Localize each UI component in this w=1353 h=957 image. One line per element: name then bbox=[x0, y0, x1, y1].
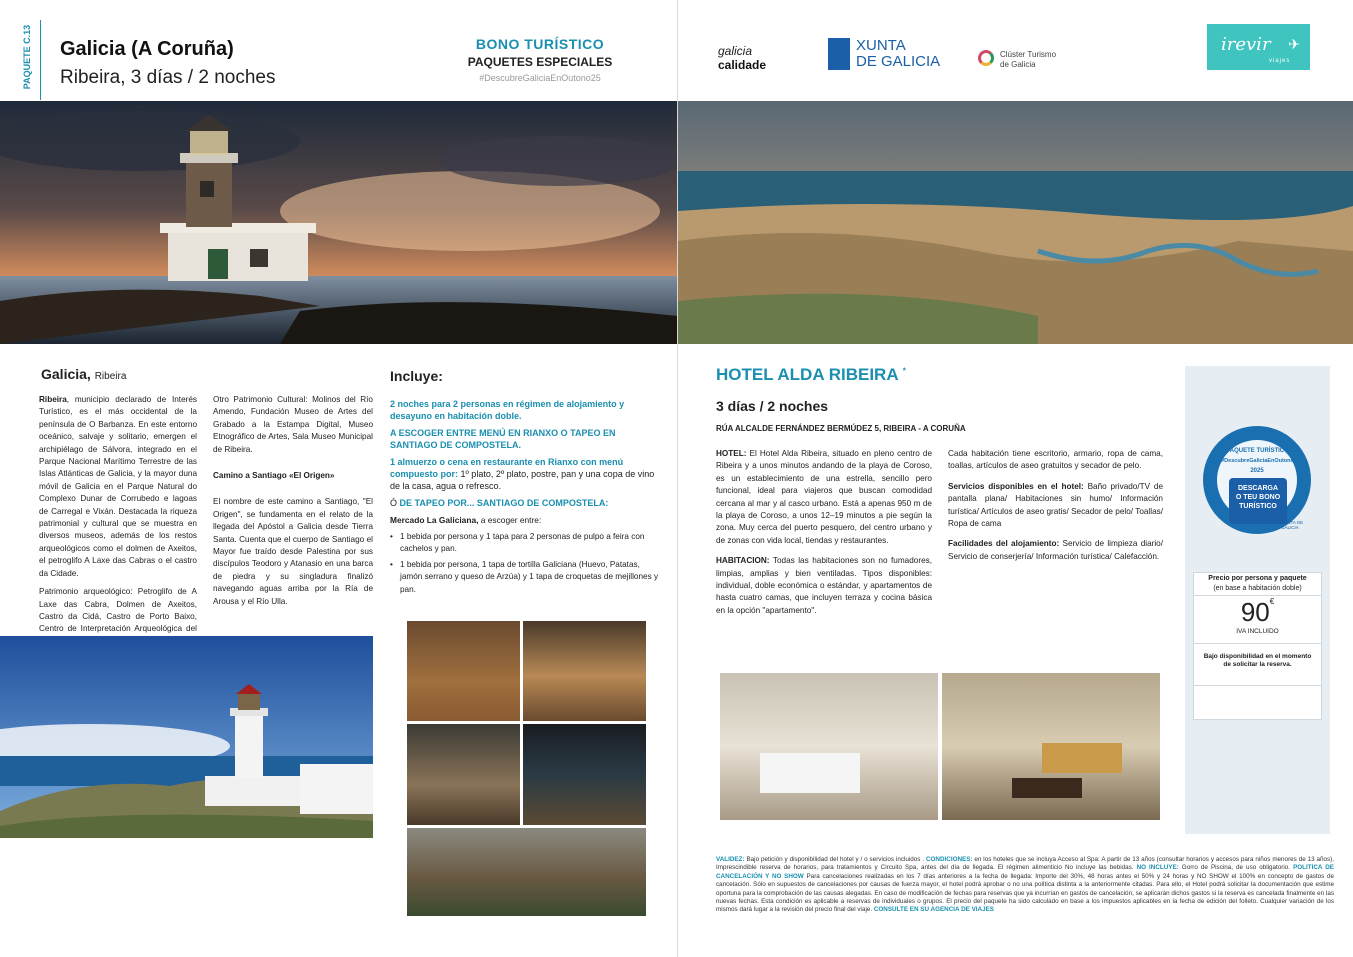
plane-icon: ✈ bbox=[1288, 36, 1300, 52]
market-sign-photo bbox=[523, 724, 646, 825]
market-photo-1 bbox=[407, 621, 520, 721]
page-subtitle: Ribeira, 3 días / 2 noches bbox=[60, 67, 276, 88]
tapas-options bbox=[390, 531, 664, 596]
hotel-name: HOTEL ALDA RIBEIRA * bbox=[716, 365, 906, 384]
price-amount: 90€ bbox=[1240, 597, 1275, 627]
bono-badge: PAQUETE TURÍSTICO #DescubreGaliciaEnOutono 2025 DESCARGA O TEU BONO TURÍSTICO XUNTA DE GALICIA bbox=[1195, 418, 1320, 543]
hotel-bedroom-photo bbox=[720, 673, 938, 820]
intro-column: Ribeira, municipio declarado de Interés Turístico, es el más occidental de la península de O Barbanza. En este entorno oceánico, salvaje y solitario, emergen el archipiélago de Sálvora, integrado en el Parque Nacional Marítimo Terrestre de las Islas Atlánticas de Galicia, y la mayor duna móvil de Galicia en el Parque Natural do Complexo Dunar de Corrubedo e lagoas de Carregal e Vixán. Destacada la riqueza patrimonial y cultural que se muestra en diversos museos, además de los restos arqueológicos como el dolmen de Axeitos, el petroglifo A Laxe das Cabras o el castro da Cidade. Patrimonio arqueológico: Petroglifo de A Laxe das Cabra, Dolmen de Axeitos, Castro da Cidá, Castro de Porto Baixo, Centro de Interpretación Arqueológica del bbox=[39, 395, 197, 634]
side-tab: PAQUETE C.13 bbox=[22, 24, 32, 90]
market-photo-3 bbox=[407, 724, 520, 825]
culture-column: Otro Patrimonio Cultural: Molinos del Río Amendo, Fundación Museo de Artes del Grabado a la Estampa Digital, Museo Etnográfico de Artes, Sala Museo Municipal de Ribeira. Camino a Santiago «El Origen» El nombre de este camino a Santiago, "El Origen", se fundamenta en el relato de la llegada del Apóstol a Galicia desde Tierra Santa. Cuenta que el cuerpo de Santiago el Mayor fue traído desde Palestina por sus discípulos Teodoro y Atanasio en una barca de piedra y su singladura finalizó navegando aguas arriba por la Ría de Arousa y el Río Ulla. bbox=[213, 395, 373, 606]
market-photo-2 bbox=[523, 621, 646, 721]
cluster-turismo-logo: Clúster Turismo de Galicia bbox=[978, 30, 1088, 80]
price-box: Precio por persona y paquete (en base a habitación doble) 90€ IVA INCLUIDO Bajo disponibilidad en el momento de solicitar la reserva. bbox=[1193, 572, 1322, 720]
xunta-logo: XUNTA DE GALICIA bbox=[828, 30, 948, 80]
bono-header: BONO TURÍSTICO PAQUETES ESPECIALES #DescubreGaliciaEnOutono25 bbox=[467, 36, 613, 83]
hotel-address: RÚA ALCALDE FERNÁNDEZ BERMÚDEZ 5, RIBEIRA - A CORUÑA bbox=[716, 424, 966, 433]
terms-and-conditions: VALIDEZ: Bajo petición y disponibilidad del hotel y / o servicios incluidos . CONDICIONES: en los hoteles que se incluya Acceso al Spa: A partir de 13 años (consultar horarios y accesos para niños menores de 13 años). Imprescindible reserva de horarios, para tratamientos y Circuito Spa, antes del día de llegada. El régimen alimenticio No incluye las bebidas. NO INCLUYE: Gorro de Piscina, de uso obligatorio. POLITICA DE CANCELACIÓN Y NO SHOW Para cancelaciones realizadas en los 7 días anteriores a la fecha de llegada: Importe del 30%, 48 horas antes el 50% y 24 horas y NO SHOW el 100% en concepto de gastos de cancelación. Sólo en supuestos de cancelaciones por causas de fuerza mayor, el hotel podrá aprobar o no una política distinta a la anteriormente citadas. Para ello, el Hotel podrá solicitar la documentación que estime oportuna para la comprobación de las causas alegadas. En caso de modificación de fechas para reservas que ya incurrían en gastos de cancelación, se aplicarán dichos gastos si la reserva es cancelada finalmente en las nuevas fechas. Esta condición es aplicable a reservas de individuales o grupos. El precio del paquete ha sido calculado en base a los impuestos aplicables en la fecha de edición del folleto. Cualquier variación de los mismos dará lugar a la revisión del precio final del viaje. CONSULTE EN SU AGENCIA DE VIAJES bbox=[716, 856, 1335, 914]
irevir-logo: irevir viajes ✈ bbox=[1207, 24, 1310, 70]
includes-title: Incluye: bbox=[390, 368, 443, 384]
lighthouse-coast-photo bbox=[0, 636, 373, 838]
section-title: Galicia, Ribeira bbox=[41, 366, 127, 382]
side-divider bbox=[40, 20, 41, 100]
list-item: • 1 bebida por persona y 1 tapa para 2 personas de pulpo a feira con cachelos y pan. bbox=[390, 531, 664, 556]
hotel-livingroom-photo bbox=[942, 673, 1160, 820]
hotel-services-column: Cada habitación tiene escritorio, armario, ropa de cama, toallas, artículos de aseo gratuitos y secador de pelo. Servicios disponibles en el hotel: Baño privado/TV de pantalla plana/ Habitaciones sin humo/ Información turística/ Artículos de aseo gratis/ Secador de pelo/ Toallas/ Ropa de cama Facilidades del alojamiento: Servicio de limpieza diario/ Servicio de conserjería/ Información turística/ Calefacción. bbox=[948, 449, 1163, 561]
list-item: • 1 bebida por persona, 1 tapa de tortilla Galiciana (Huevo, Patatas, jamón serrano y queso de Arzúa) y 1 tapa de croquetas de mejillones y pan. bbox=[390, 559, 664, 596]
offer-sidebar bbox=[1185, 366, 1330, 834]
includes-list: 2 noches para 2 personas en régimen de alojamiento y desayuno en habitación doble. A ESCOGER ENTRE MENÚ EN RIANXO O TAPEO EN SANTIAGO DE COMPOSTELA. 1 almuerzo o cena en restaurante en Rianxo con menú compuesto por: 1º plato, 2º plato, postre, pan y una copa de vino de la casa, agua o refresco. Ó DE TAPEO POR... SANTIAGO DE COMPOSTELA: Mercado La Galiciana, a escoger entre: • 1 bebida por persona y 1 tapa para 2 personas de pulpo a feira con cachelos y pan. • 1 bebida por persona, 1 tapa de tortilla Galiciana (Huevo, Patatas, jamón serrano y queso de Arzúa) y 1 tapa de croquetas de mejillones y pan. bbox=[390, 398, 664, 599]
dunes-aerial-photo bbox=[678, 101, 1353, 344]
right-page bbox=[678, 0, 1353, 957]
lighthouse-sunset-photo bbox=[0, 101, 677, 344]
page-title: Galicia (A Coruña) bbox=[60, 38, 234, 60]
galicia-calidade-logo: galicia calidade bbox=[718, 44, 767, 72]
hotel-description-column: HOTEL: El Hotel Alda Ribeira, situado en pleno centro de Ribeira y a unos minutos andando de la playa de Coroso, es un establecimiento de una estrella, sencillo pero funcional, ideal para viajeros que buscan comodidad cercana al mar y al casco urbano. Está a apenas 950 m de la playa de Coroso, a unos 12–19 minutos a pie según la zona. Muy cerca del puerto pesquero, del centro urbano y de zonas con vida local, tiendas y restaurantes. HABITACION: Todas las habitaciones son no fumadores, limpias, amplias y bien ventiladas. Tipos disponibles: individual, doble económica o estándar, y apartamentos de hasta cuatro camas, que incluyen terraza y cocina básica en la opción "apartamento". bbox=[716, 449, 932, 615]
hotel-duration: 3 días / 2 noches bbox=[716, 398, 829, 414]
market-photo-4 bbox=[407, 828, 646, 916]
